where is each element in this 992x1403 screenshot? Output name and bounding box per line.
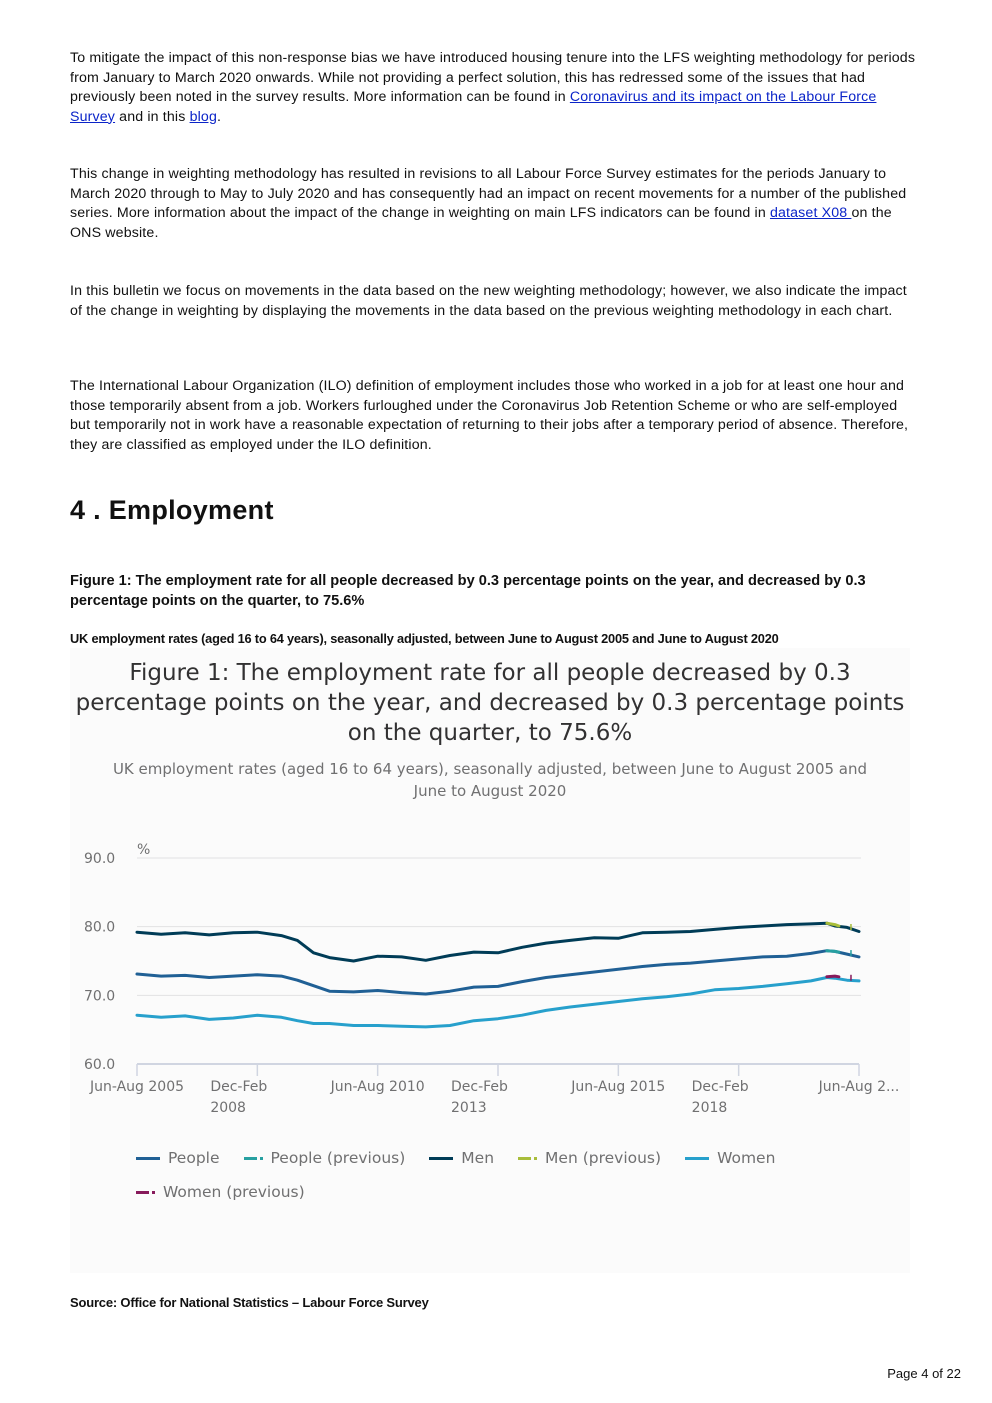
series-line-men-previous [827, 923, 839, 926]
series-line-people-previous [827, 951, 839, 952]
series-lines [137, 923, 859, 1027]
link-dataset-x08[interactable]: dataset X08 [769, 205, 852, 222]
figure-subtitle: UK employment rates (aged 16 to 64 years), seasonally adjusted, between June to August 2005 and June to August 2020 [70, 631, 779, 646]
chart-container [70, 648, 910, 1273]
legend-swatch [136, 1157, 160, 1160]
x-tick-label: Dec-Feb 2013 [451, 1079, 508, 1116]
paragraph-bulletin-focus: In this bulletin we focus on movements in the data based on the new weighting methodology; however, we also indicate the impact of the change in weighting by displaying the movements in the data based on the previous weighting methodology in each chart. [70, 283, 907, 319]
x-tick-label: Dec-Feb 2018 [691, 1079, 749, 1116]
x-tick-label: Jun-Aug 2015 [571, 1079, 666, 1095]
legend-item[interactable] [244, 1141, 406, 1175]
series-line-men [137, 923, 859, 961]
paragraph-weighting-intro [70, 49, 920, 127]
legend-item[interactable] [136, 1175, 305, 1209]
y-tick-label: 70.0 [84, 988, 116, 1005]
legend-item[interactable] [685, 1141, 775, 1175]
y-axis-unit-label: % [137, 842, 151, 858]
paragraph-text: and in this [115, 108, 190, 125]
y-tick-label: 60.0 [84, 1057, 116, 1073]
figure-title: Figure 1: The employment rate for all people decreased by 0.3 percentage points on the year, and decreased by 0.3 percentage points on the quarter, to 75.6% [70, 573, 866, 609]
section-heading: 4 . Employment [70, 495, 274, 525]
legend-label: People (previous) [270, 1149, 406, 1167]
paragraph-ilo-definition: The International Labour Organization (ILO) definition of employment includes those who worked in a job for at least one hour and those temporarily absent from a job. Workers furloughed under the Coronavirus Job Retention Scheme or who are self-employed but temporarily not in work have a reasonable expectation of returning to their jobs after a temporary period of absence. Therefore, they are classified as employed under the ILO definition. [70, 378, 909, 453]
x-tick-label: Jun-Aug 2... [818, 1079, 900, 1095]
chart-title: Figure 1: The employment rate for all people decreased by 0.3 percentage points on the year, and decreased by 0.3 percentage points on the quarter, to 75.6% [75, 660, 905, 746]
legend-item[interactable] [518, 1141, 661, 1175]
legend-label: Women (previous) [163, 1183, 305, 1201]
link-coronavirus-lfs[interactable]: Coronavirus and its impact on the Labour Force Survey [70, 89, 877, 125]
series-line-women-previous [827, 976, 839, 977]
page-number: Page 4 of 22 [887, 1366, 961, 1381]
legend-swatch [136, 1191, 149, 1194]
y-tick-label: 90.0 [84, 851, 116, 867]
legend-label: Men [461, 1149, 495, 1167]
y-axis [84, 851, 115, 1073]
legend-swatch-dot [534, 1157, 537, 1160]
x-tick-label: Jun-Aug 2005 [89, 1079, 185, 1095]
paragraph-text: on the ONS website. [70, 205, 892, 241]
figure-source: Source: Office for National Statistics – Labour Force Survey [70, 1295, 429, 1310]
legend-label: Women [717, 1149, 776, 1167]
paragraph-text: To mitigate the impact of this non-response bias we have introduced housing tenure into the LFS weighting methodology for periods from January to March 2020 onwards. While not providing a perfect solution, this has redressed some of the issues that had previously been noted in the survey results. More information can be found in [70, 50, 916, 106]
x-tick-label: Dec-Feb 2008 [210, 1079, 268, 1116]
legend-swatch [429, 1157, 453, 1160]
legend-swatch-dot [260, 1157, 263, 1160]
chart-subtitle: UK employment rates (aged 16 to 64 years), seasonally adjusted, between June to August 2005 and June to August 2020 [112, 760, 868, 800]
legend-swatch [685, 1157, 709, 1160]
chart-legend [136, 1141, 876, 1209]
x-axis [89, 1064, 899, 1116]
legend-label: People [168, 1149, 220, 1167]
legend-swatch [244, 1157, 257, 1160]
paragraph-text: . [217, 108, 222, 125]
paragraph-text: This change in weighting methodology has resulted in revisions to all Labour Force Survey estimates for the periods January to March 2020 through to May to July 2020 and has consequently had an impact on recent movements for a number of the published series. More information about the impact of the change in weighting on main LFS indicators can be found in [70, 166, 907, 222]
legend-label: Men (previous) [545, 1149, 662, 1167]
legend-item[interactable] [429, 1141, 494, 1175]
legend-swatch [518, 1157, 531, 1160]
link-blog[interactable]: blog [189, 108, 218, 125]
legend-item[interactable] [136, 1141, 220, 1175]
x-tick-label: Jun-Aug 2010 [330, 1079, 425, 1095]
paragraph-weighting-change [70, 165, 920, 243]
legend-swatch-dot [152, 1191, 155, 1194]
y-tick-label: 80.0 [84, 919, 116, 936]
